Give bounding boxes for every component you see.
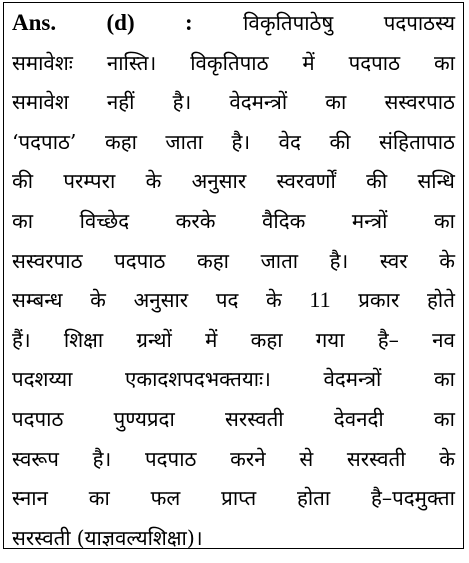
word: का	[433, 50, 455, 75]
word: 11	[309, 287, 331, 313]
word: का	[12, 208, 34, 233]
word: कहा	[197, 248, 229, 273]
text-line-8	[12, 286, 455, 326]
text-line-13	[12, 484, 455, 524]
word: प्रकार	[358, 288, 400, 313]
word: अनुसार	[133, 288, 189, 313]
word: पदपाठ	[114, 248, 166, 273]
word: से	[299, 446, 314, 471]
word: वेदमन्त्रों	[323, 367, 382, 392]
word: पदपाठ	[145, 446, 197, 471]
word: संहितापाठ	[379, 129, 455, 154]
text-line-6	[12, 207, 455, 247]
word: फल	[150, 486, 181, 511]
word: स्वरवर्णों	[276, 169, 336, 194]
word: स्वर	[379, 248, 408, 273]
word: विच्छेद	[79, 208, 130, 233]
word: का	[88, 486, 110, 511]
text-line-12	[12, 445, 455, 485]
word: वेदमन्त्रों	[229, 90, 288, 115]
word: नव	[432, 327, 455, 352]
word: में	[302, 50, 315, 75]
word: करके	[175, 208, 216, 233]
word: जाता	[165, 129, 203, 154]
word: हैं।	[12, 327, 31, 352]
word: विकृतिपाठेषु	[243, 11, 334, 35]
word: नास्ति।	[106, 50, 157, 75]
word: की	[329, 129, 351, 154]
answer-label: Ans.	[12, 10, 57, 35]
word: कहा	[250, 327, 283, 352]
word: देवनदी	[333, 406, 384, 431]
word: में	[205, 327, 218, 352]
word: ‘पदपाठ’	[12, 129, 77, 154]
text-line-9	[12, 326, 455, 366]
word: पुण्यप्रदा	[113, 406, 175, 431]
word: परम्परा	[63, 169, 116, 194]
word: पदपाठस्य	[383, 11, 455, 35]
word: का	[433, 208, 455, 233]
word: ग्रन्थों	[136, 327, 172, 352]
answer-option: (d)	[106, 10, 135, 35]
word: कहा	[104, 129, 137, 154]
word: का	[433, 406, 455, 431]
word: शिक्षा	[63, 327, 104, 352]
text-line-1	[12, 9, 455, 49]
text-line-2	[12, 49, 455, 89]
word: विकृतिपाठ	[190, 50, 269, 75]
word: के	[90, 288, 106, 313]
word: होते	[427, 288, 455, 313]
text-line-7	[12, 247, 455, 287]
word: है–	[377, 327, 399, 352]
word: सस्वरपाठ	[12, 248, 83, 273]
word: मन्त्रों	[351, 208, 388, 233]
word: है–पदमुक्ता	[371, 486, 455, 511]
text-line-4	[12, 128, 455, 168]
word: है।	[92, 446, 112, 471]
word: का	[325, 90, 347, 115]
word: सरस्वती	[12, 525, 71, 550]
text-line-14	[12, 524, 455, 563]
word: है।	[329, 248, 349, 273]
word: सस्वरपाठ	[384, 90, 455, 115]
word: अनुसार	[191, 169, 247, 194]
answer-separator: :	[185, 10, 193, 35]
word: सरस्वती	[224, 406, 284, 431]
word: समावेशः	[12, 50, 73, 75]
word: पदपाठ	[12, 406, 64, 431]
word: के	[266, 288, 282, 313]
word: सन्धि	[417, 169, 455, 194]
word: प्राप्त	[221, 486, 257, 511]
word: जाता	[260, 248, 299, 273]
word: (याज्ञवल्यशिक्षा)।	[76, 525, 203, 550]
answer-box	[3, 2, 464, 549]
word: है।	[172, 90, 192, 115]
word: पद	[215, 288, 239, 313]
word: एकादशपदभक्तयाः।	[124, 367, 271, 392]
word: स्वरूप	[12, 446, 59, 471]
text-line-10	[12, 365, 455, 405]
text-line-5	[12, 167, 455, 207]
word: सरस्वती	[346, 446, 406, 471]
word: की	[366, 169, 388, 194]
word: का	[433, 367, 455, 392]
word: पदपाठ	[348, 50, 401, 75]
word: वेद	[278, 129, 301, 154]
word: स्नान	[12, 486, 48, 511]
word: वैदिक	[262, 208, 306, 233]
word: नहीं	[106, 90, 135, 115]
text-line-3	[12, 88, 455, 128]
word: समावेश	[12, 90, 69, 115]
word: की	[12, 169, 34, 194]
word: के	[145, 169, 162, 194]
word: करने	[230, 446, 266, 471]
word: गया	[315, 327, 345, 352]
word: होता	[296, 486, 331, 511]
word: के	[439, 446, 455, 471]
word: है।	[231, 129, 251, 154]
word: पदशय्या	[12, 367, 73, 392]
word: सम्बन्ध	[12, 288, 63, 313]
word: के	[439, 248, 455, 273]
text-line-11	[12, 405, 455, 445]
